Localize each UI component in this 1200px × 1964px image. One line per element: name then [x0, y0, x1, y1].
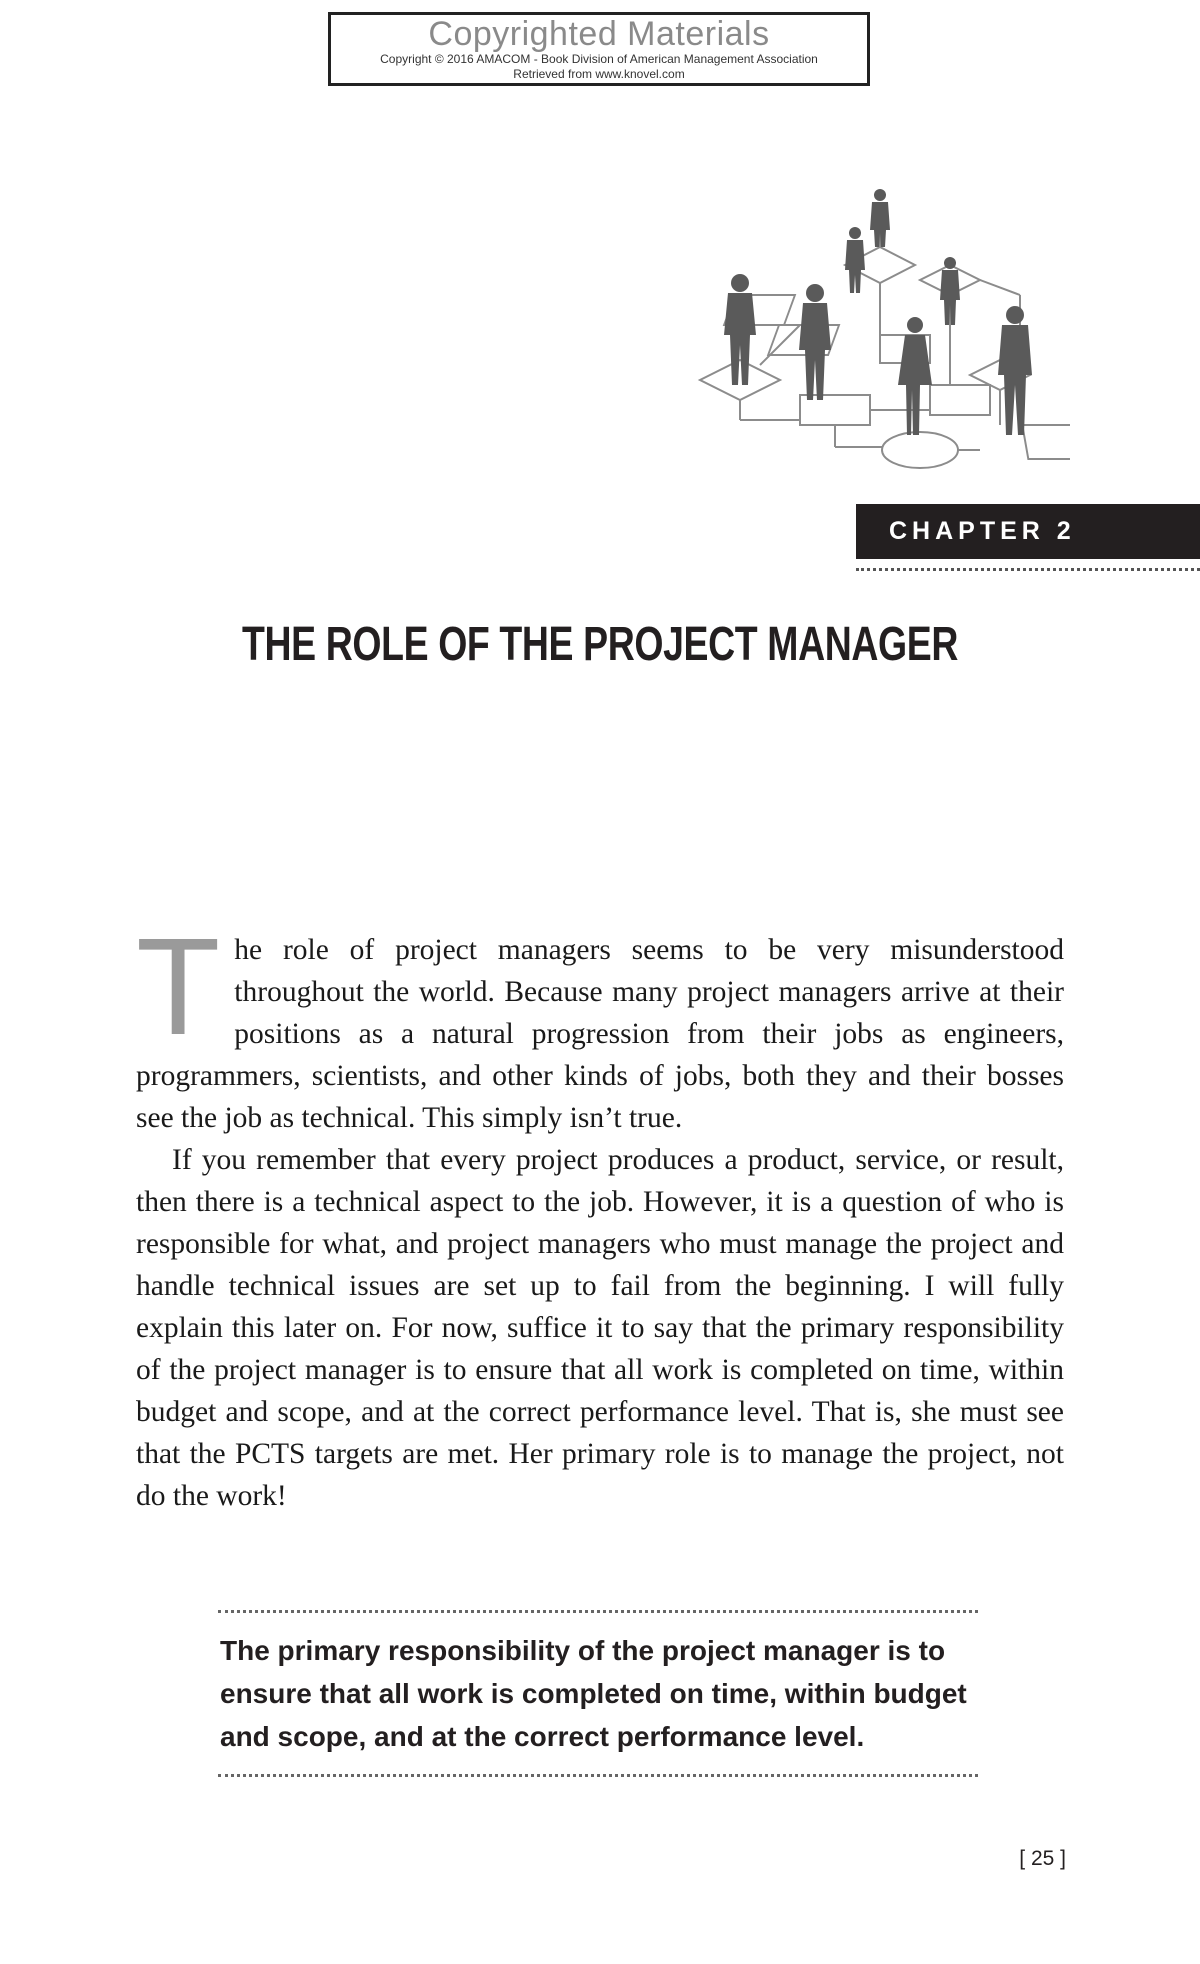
pull-quote-bottom-rule: [218, 1774, 978, 1777]
pull-quote-text: The primary responsibility of the project manager is to ensure that all work is completed on time, within budget and scope, and at the correct performance level.: [220, 1635, 967, 1752]
pull-quote: [218, 1610, 978, 1777]
paragraph-1-text: he role of project managers seems to be very misunderstood throughout the world. Because many project managers arrive at their positions as a natural progression from their jobs as engineers, programmers, scientists, and other kinds of jobs, both they and their bosses see the job as technical. This simply isn’t true.: [136, 934, 1064, 1134]
body-text: [136, 910, 1064, 1517]
paragraph-1: [136, 910, 1064, 1139]
watermark-copyright-line: Copyright © 2016 AMACOM - Book Division of American Management Association: [380, 52, 818, 66]
watermark-title: Copyrighted Materials: [428, 15, 770, 53]
chapter-title: THE ROLE OF THE PROJECT MANAGER: [242, 618, 958, 671]
copyright-watermark: [328, 12, 870, 86]
page-number: [ 25 ]: [1019, 1847, 1066, 1870]
chapter-divider: [856, 568, 1200, 571]
watermark-source-line: Retrieved from www.knovel.com: [513, 67, 685, 81]
paragraph-2: If you remember that every project produces a product, service, or result, then there is a technical aspect to the job. However, it is a question of who is responsible for what, and project managers who must manage the project and handle technical issues are set up to fail from the beginning. I will fully explain this later on. For now, suffice it to say that the primary responsibility of the project manager is to ensure that all work is completed on time, within budget and scope, and at the correct performance level. That is, she must see that the PCTS targets are met. Her primary role is to manage the project, not do the work!: [136, 1144, 1064, 1512]
business-people-flowchart-icon: [680, 185, 1070, 485]
chapter-label: CHAPTER 2: [856, 504, 1200, 559]
drop-cap: T: [136, 910, 221, 1064]
